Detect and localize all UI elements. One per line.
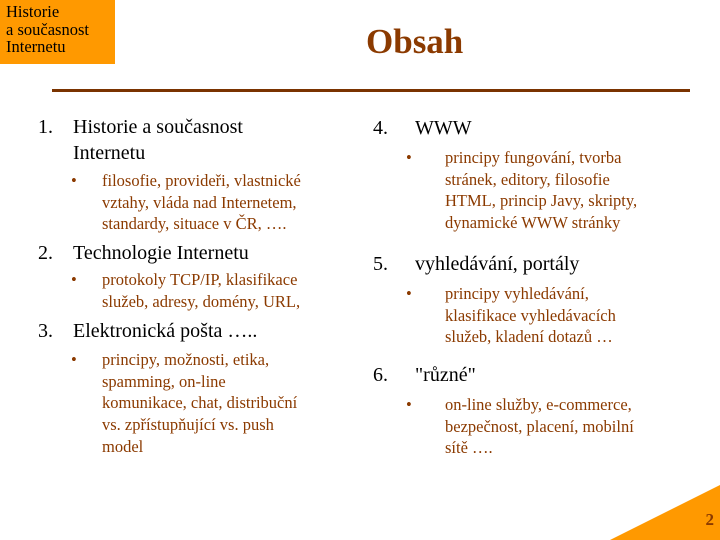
bullet-line: vztahy, vláda nad Internetem, — [102, 192, 297, 212]
section-label-line: Historie — [6, 2, 60, 21]
bullet-icon: • — [71, 270, 77, 289]
bullet-line: protokoly TCP/IP, klasifikace — [102, 270, 298, 289]
bullet-line: principy fungování, tvorba — [445, 148, 622, 167]
bullet-line: standardy, situace v ČR, …. — [102, 214, 287, 234]
bullet-line: principy vyhledávání, — [445, 284, 589, 303]
bullet-line: dynamické WWW stránky — [445, 213, 621, 233]
bullet-text — [102, 170, 301, 235]
page-number: 2 — [705, 510, 714, 529]
bullet-line: sítě …. — [445, 438, 493, 458]
bullet-line: stránek, editory, filosofie — [445, 169, 610, 189]
bullet-icon: • — [406, 395, 412, 414]
bullet-line: filosofie, provideři, vlastnické — [102, 171, 301, 190]
bullet-icon: • — [406, 284, 412, 303]
item-number: 1. — [38, 116, 53, 138]
item-heading-line: vyhledávání, portály — [415, 253, 580, 275]
bullet-line: HTML, princip Javy, skripty, — [445, 191, 638, 211]
item-heading-line: Internetu — [73, 142, 146, 164]
bullet-text — [102, 349, 297, 458]
item-number: 6. — [373, 364, 388, 386]
bullet-line: klasifikace vyhledávacích — [445, 305, 616, 325]
bullet-line: spamming, on-line — [102, 371, 226, 391]
bullet-line: on-line služby, e-commerce, — [445, 395, 632, 414]
section-label-line: Internetu — [6, 37, 66, 56]
item-heading-line: "různé" — [415, 364, 476, 386]
bullet-line: model — [102, 436, 144, 456]
item-number: 5. — [373, 253, 388, 275]
section-label-box — [0, 0, 115, 64]
bullet-text — [102, 269, 300, 312]
bullet-line: vs. zpřístupňující vs. push — [102, 415, 274, 435]
item-heading-line: Historie a současnost — [73, 116, 243, 138]
bullet-icon: • — [71, 171, 77, 190]
corner-triangle-decoration — [610, 485, 720, 540]
item-heading-line: Elektronická pošta ….. — [73, 320, 258, 342]
bullet-line: principy, možnosti, etika, — [102, 350, 270, 369]
title-divider — [52, 89, 690, 92]
item-heading-line: Technologie Internetu — [73, 242, 249, 264]
bullet-line: služeb, kladení dotazů … — [445, 327, 613, 347]
slide-title: Obsah — [366, 22, 464, 61]
bullet-text — [445, 283, 616, 348]
bullet-icon: • — [406, 148, 412, 167]
bullet-line: služeb, adresy, domény, URL, — [102, 291, 301, 311]
bullet-text — [445, 394, 634, 459]
item-number: 2. — [38, 242, 53, 264]
bullet-line: bezpečnost, placení, mobilní — [445, 416, 634, 436]
bullet-icon: • — [71, 350, 77, 369]
bullet-text — [445, 147, 637, 234]
bullet-line: komunikace, chat, distribuční — [102, 393, 298, 413]
section-label-line: a současnost — [6, 19, 89, 39]
item-heading-line: WWW — [415, 117, 472, 139]
item-number: 4. — [373, 117, 388, 139]
item-number: 3. — [38, 320, 53, 342]
